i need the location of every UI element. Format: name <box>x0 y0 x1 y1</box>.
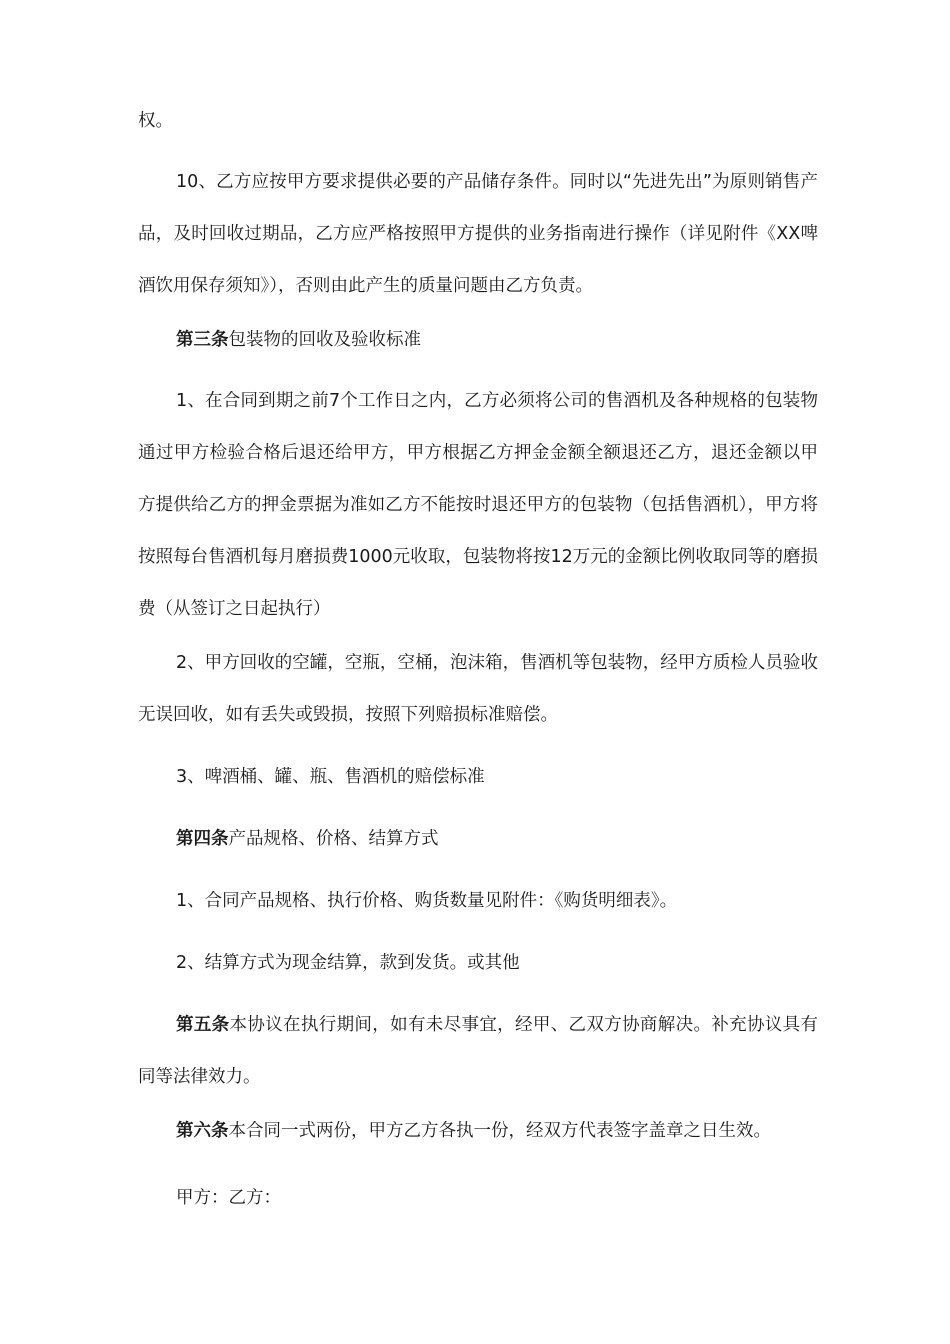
article-5 <box>138 999 818 1103</box>
paragraph-text: 1、合同产品规格、执行价格、购货数量见附件：《购货明细表》。 <box>176 891 678 911</box>
article-number: 第三条 <box>176 330 229 350</box>
article-text: 本协议在执行期间，如有未尽事宜，经甲、乙双方协商解决。补充协议具有同等法律效力。 <box>138 1015 819 1087</box>
paragraph-text: 10、乙方应按甲方要求提供必要的产品储存条件。同时以“先进先出”为原则销售产品，及时回收过期品，乙方应严格按照甲方提供的业务指南进行操作（详见附件《XX啤酒饮用保存须知》），否则由此产生的质量问题由乙方负责。 <box>138 172 818 296</box>
article-4-heading <box>138 813 818 865</box>
article-number: 第四条 <box>176 829 229 849</box>
paragraph-text: 2、结算方式为现金结算，款到发货。或其他 <box>176 953 520 973</box>
paragraph-item-10 <box>138 156 818 312</box>
article-6 <box>138 1105 818 1157</box>
paragraph-text: 2、甲方回收的空罐，空瓶，空桶，泡沫箱，售酒机等包装物，经甲方质检人员验收无误回收，如有丢失或毁损，按照下列赔损标准赔偿。 <box>138 653 818 725</box>
paragraph-3-3 <box>138 751 818 803</box>
paragraph-3-2 <box>138 637 818 741</box>
article-text: 本合同一式两份，甲方乙方各执一份，经双方代表签字盖章之日生效。 <box>228 1121 771 1141</box>
paragraph-continuation <box>138 95 818 147</box>
signature-text: 甲方：乙方： <box>176 1188 281 1208</box>
paragraph-text: 3、啤酒桶、罐、瓶、售酒机的赔偿标准 <box>176 767 485 787</box>
article-3-heading <box>138 314 818 366</box>
signature-line <box>138 1172 818 1224</box>
article-text: 产品规格、价格、结算方式 <box>228 829 439 849</box>
paragraph-text: 权。 <box>138 111 173 131</box>
paragraph-4-1 <box>138 875 818 927</box>
paragraph-4-2 <box>138 937 818 989</box>
paragraph-3-1 <box>138 375 818 635</box>
article-number: 第六条 <box>176 1121 229 1141</box>
paragraph-text: 1、在合同到期之前7个工作日之内，乙方必须将公司的售酒机及各种规格的包装物通过甲方检验合格后退还给甲方，甲方根据乙方押金金额全额退还乙方，退还金额以甲方提供给乙方的押金票据为准如乙方不能按时退还甲方的包装物（包括售酒机），甲方将按照每台售酒机每月磨损费1000元收取，包装物将按12万元的金额比例收取同等的磨损费（从签订之日起执行） <box>138 391 818 619</box>
article-number: 第五条 <box>176 1015 230 1035</box>
article-text: 包装物的回收及验收标准 <box>228 330 421 350</box>
